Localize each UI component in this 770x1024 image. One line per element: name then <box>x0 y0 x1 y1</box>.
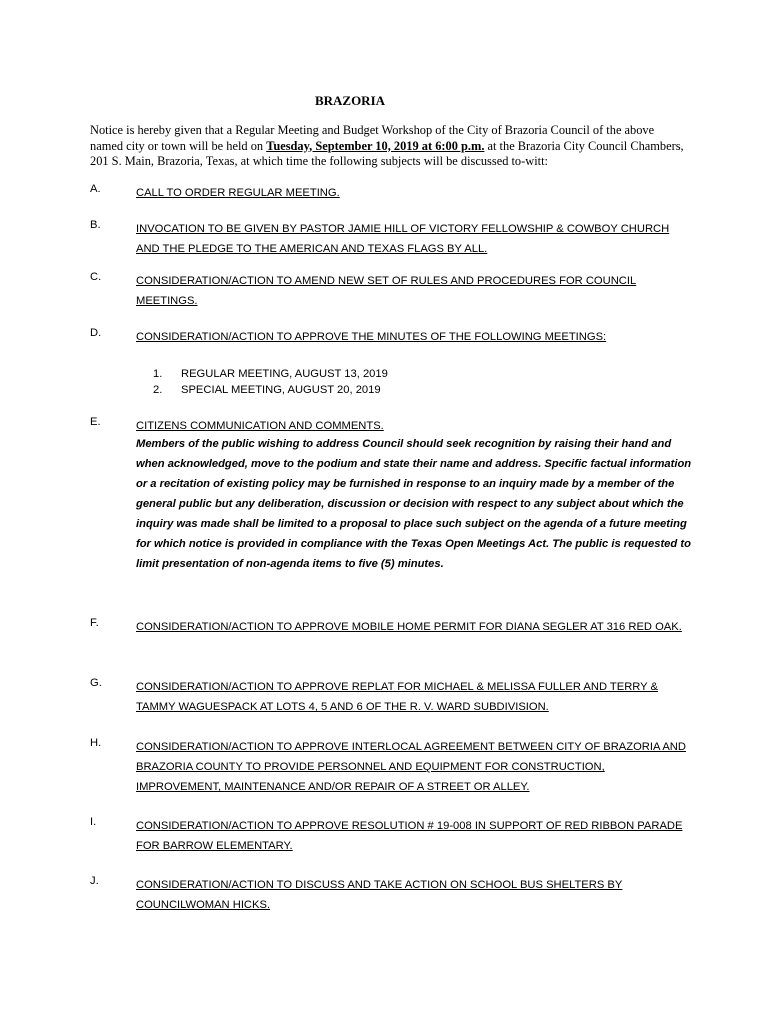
item-letter: I. <box>90 816 97 828</box>
citizens-communication-note: Members of the public wishing to address Council should seek recognition by raising their hand and when acknowledged, move to the podium and state their name and address. Specific factual information or a recitation of existing policy may be furnished in response to an inquiry made by a member of the general public but any deliberation, discussion or decision with respect to any subject about which the inquiry was made shall be limited to a proposal to place such subject on the agenda of a future meeting for which notice is provided in compliance with the Texas Open Meetings Act. The public is requested to limit presentation of non-agenda items to five (5) minutes. <box>136 438 692 570</box>
item-letter: A. <box>90 183 101 195</box>
document-title: BRAZORIA <box>314 93 386 108</box>
item-text: INVOCATION TO BE GIVEN BY PASTOR JAMIE HILL OF VICTORY FELLOWSHIP & COWBOY CHURCH AND THE PLEDGE TO THE AMERICAN AND TEXAS FLAGS BY ALL. <box>136 223 670 255</box>
item-letter: H. <box>90 737 102 749</box>
notice-location: at the Brazoria City Council Chambers, 201 S. Main, Brazoria, Texas, at which time the following subjects will be discussed to-witt: <box>90 138 684 168</box>
item-text: CITIZENS COMMUNICATION AND COMMENTS. <box>136 420 384 432</box>
item-text: CALL TO ORDER REGULAR MEETING. <box>136 187 340 199</box>
item-letter: J. <box>90 875 99 887</box>
item-letter: B. <box>90 219 101 231</box>
item-letter: C. <box>90 271 102 283</box>
item-letter: D. <box>90 327 102 339</box>
item-text: CONSIDERATION/ACTION TO APPROVE MOBILE HOME PERMIT FOR DIANA SEGLER AT 316 RED OAK. <box>136 621 682 633</box>
item-text: CONSIDERATION/ACTION TO DISCUSS AND TAKE ACTION ON SCHOOL BUS SHELTERS BY COUNCILWOMAN HICKS. <box>136 879 623 911</box>
item-text: CONSIDERATION/ACTION TO APPROVE INTERLOCAL AGREEMENT BETWEEN CITY OF BRAZORIA AND BRAZORIA COUNTY TO PROVIDE PERSONNEL AND EQUIPMENT FOR CONSTRUCTION, IMPROVEMENT, MAINTENANCE AND/OR REPAIR OF A STREET OR ALLEY. <box>136 741 686 793</box>
minutes-text: REGULAR MEETING, AUGUST 13, 2019 <box>181 368 388 380</box>
minutes-text: SPECIAL MEETING, AUGUST 20, 2019 <box>181 384 381 396</box>
item-text: CONSIDERATION/ACTION TO APPROVE RESOLUTION # 19-008 IN SUPPORT OF RED RIBBON PARADE FOR BARROW ELEMENTARY. <box>136 820 683 852</box>
item-text: CONSIDERATION/ACTION TO APPROVE REPLAT FOR MICHAEL & MELISSA FULLER AND TERRY & TAMMY WAGUESPACK AT LOTS 4, 5 AND 6 OF THE R. V. WARD SUBDIVISION. <box>136 681 659 713</box>
item-letter: G. <box>90 677 102 689</box>
minutes-item-2 <box>153 382 381 398</box>
meeting-notice <box>90 123 690 170</box>
item-text: CONSIDERATION/ACTION TO APPROVE THE MINUTES OF THE FOLLOWING MEETINGS: <box>136 331 607 343</box>
item-text: CONSIDERATION/ACTION TO AMEND NEW SET OF RULES AND PROCEDURES FOR COUNCIL MEETINGS. <box>136 275 637 307</box>
meeting-date: Tuesday, September 10, 2019 at 6:00 p.m. <box>266 138 485 153</box>
minutes-number: 2. <box>153 384 163 396</box>
minutes-number: 1. <box>153 368 163 380</box>
notice-intro: Notice is hereby given that a Regular Meeting and Budget Workshop of the City of Brazoria Council of the above named city or town will be held on <box>90 123 655 153</box>
minutes-item-1 <box>153 366 388 382</box>
item-letter: F. <box>90 617 99 629</box>
item-letter: E. <box>90 416 101 428</box>
